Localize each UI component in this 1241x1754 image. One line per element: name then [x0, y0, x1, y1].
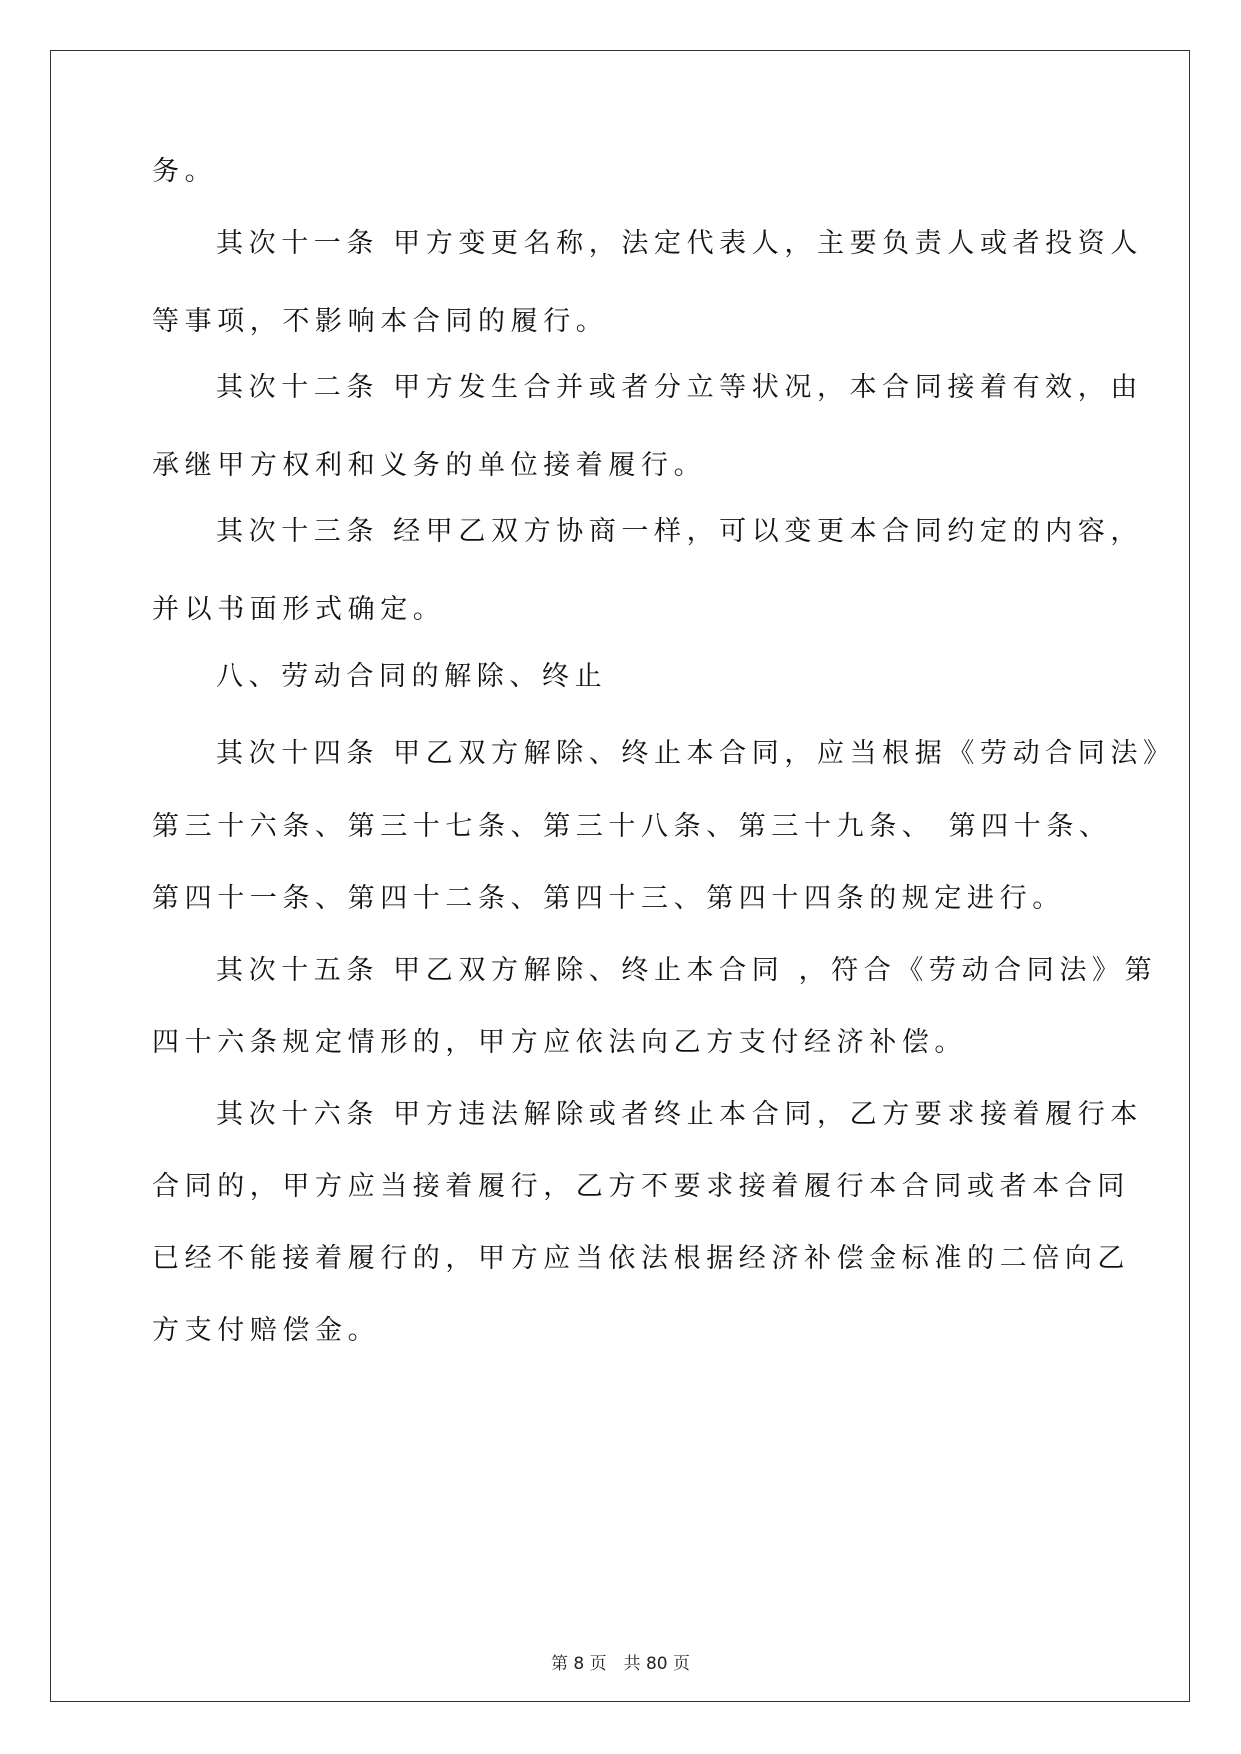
- paragraph-line: 其次十三条 经甲乙双方协商一样，可以变更本合同约定的内容，: [216, 516, 1143, 547]
- paragraph-line: 其次十一条 甲方变更名称，法定代表人，主要负责人或者投资人: [216, 228, 1143, 259]
- page-number-footer: 第 8 页 共 80 页: [550, 1654, 691, 1674]
- section-heading: 八、劳动合同的解除、终止: [216, 661, 608, 692]
- page-frame: [50, 50, 1190, 1702]
- paragraph-line: 其次十二条 甲方发生合并或者分立等状况，本合同接着有效，由: [216, 372, 1143, 403]
- paragraph-line: 合同的，甲方应当接着履行，乙方不要求接着履行本合同或者本合同: [152, 1171, 1130, 1202]
- paragraph-line: 四十六条规定情形的，甲方应依法向乙方支付经济补偿。: [152, 1027, 967, 1058]
- paragraph-line: 方支付赔偿金。: [152, 1315, 381, 1346]
- paragraph-line: 其次十六条 甲方违法解除或者终止本合同，乙方要求接着履行本: [216, 1099, 1143, 1130]
- paragraph-line: 等事项，不影响本合同的履行。: [152, 306, 609, 337]
- paragraph-line: 承继甲方权利和义务的单位接着履行。: [152, 450, 707, 481]
- paragraph-line: 并以书面形式确定。: [152, 594, 446, 625]
- paragraph-line: 第四十一条、第四十二条、第四十三、第四十四条的规定进行。: [152, 883, 1065, 914]
- paragraph-line: 已经不能接着履行的，甲方应当依法根据经济补偿金标准的二倍向乙: [152, 1243, 1130, 1274]
- paragraph-line: 务。: [152, 156, 218, 187]
- paragraph-line: 第三十六条、第三十七条、第三十八条、第三十九条、 第四十条、: [152, 811, 1112, 842]
- paragraph-line: 其次十五条 甲乙双方解除、终止本合同 ，符合《劳动合同法》第: [216, 955, 1158, 986]
- paragraph-line: 其次十四条 甲乙双方解除、终止本合同，应当根据《劳动合同法》: [216, 738, 1176, 769]
